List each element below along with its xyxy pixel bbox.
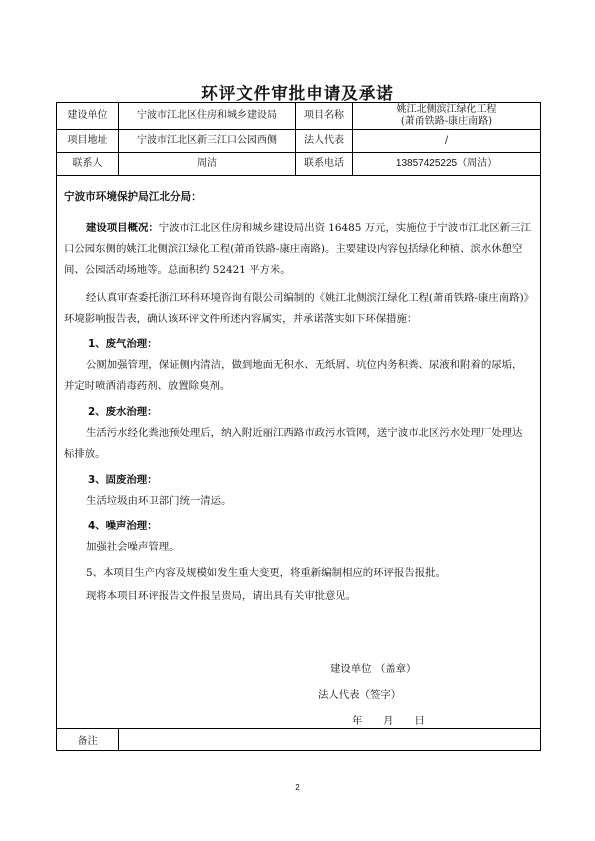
measure-2-text: 生活污水经化粪池预处理后，纳入附近丽江西路市政污水管网，送宁波市北区污水处理厂处理达标排放。 bbox=[64, 427, 523, 460]
label-project-address: 项目地址 bbox=[57, 130, 119, 153]
measure-2 bbox=[64, 402, 532, 465]
measure-3-text: 生活垃圾由环卫部门统一清运。 bbox=[86, 495, 232, 507]
label-legal-rep: 法人代表 bbox=[296, 130, 353, 153]
info-table bbox=[56, 102, 541, 176]
value-legal-rep: / bbox=[353, 130, 541, 153]
measure-1-text: 公厕加强管理，保证侧内清洁，做到地面无积水、无纸屑、坑位内务积粪、尿液和附着的尿垢，并定时喷洒消毒药剂、放置除臭剂。 bbox=[64, 359, 523, 392]
commitment-text: 经认真审查委托浙江环科环境咨询有限公司编制的《姚江北侧滨江绿化工程(萧甬铁路-康庄南路)》环境影响报告表，确认该环评文件所述内容属实，并承诺落实如下环保措施： bbox=[64, 292, 529, 325]
item-5-text: 5、本项目生产内容及规模如发生重大变更，将重新编制相应的环评报告报批。 bbox=[86, 567, 446, 579]
project-name-line1: 姚江北侧滨江绿化工程 bbox=[396, 104, 497, 115]
measure-1 bbox=[64, 334, 532, 397]
signature-rep: 法人代表（签字） bbox=[318, 689, 402, 701]
table-row bbox=[57, 130, 541, 153]
item-5 bbox=[64, 563, 532, 584]
note-value bbox=[119, 729, 541, 751]
note-label: 备注 bbox=[57, 729, 119, 751]
table-row bbox=[57, 729, 541, 751]
value-project-address: 宁波市江北区新三江口公园西侧 bbox=[119, 130, 296, 153]
measure-2-heading: 2、废水治理： bbox=[88, 406, 158, 418]
value-contact: 周洁 bbox=[119, 153, 296, 176]
label-project-name: 项目名称 bbox=[296, 103, 353, 130]
closing bbox=[64, 586, 532, 607]
overview-text: 宁波市江北区住房和城乡建设局出资 16485 万元，实施位于宁波市江北区新三江口公园东侧的姚江北侧滨江绿化工程(萧甬铁路-康庄南路)。主要建设内容包括绿化种植、滨水休憩空间、公园活动场地等。总面积约 52421 平方米。 bbox=[64, 222, 531, 276]
overview-paragraph bbox=[64, 218, 532, 281]
label-contact: 联系人 bbox=[57, 153, 119, 176]
addressee: 宁波市环境保护局江北分局： bbox=[64, 191, 202, 203]
measure-3-heading: 3、固废治理： bbox=[88, 474, 158, 486]
signature-date: 年 月 日 bbox=[352, 715, 425, 727]
overview-heading: 建设项目概况： bbox=[86, 222, 159, 234]
commitment-paragraph bbox=[64, 288, 532, 330]
value-construction-unit: 宁波市江北区住房和城乡建设局 bbox=[119, 103, 296, 130]
label-construction-unit: 建设单位 bbox=[57, 103, 119, 130]
document-title: 环评文件审批申请及承诺 bbox=[201, 84, 394, 103]
note-table bbox=[56, 728, 541, 751]
measure-1-heading: 1、废气治理： bbox=[88, 338, 158, 350]
measure-3 bbox=[64, 470, 532, 512]
value-phone: 13857425225（周洁） bbox=[353, 153, 541, 176]
value-project-name bbox=[353, 103, 541, 130]
label-phone: 联系电话 bbox=[296, 153, 353, 176]
measure-4-heading: 4、噪声治理： bbox=[88, 520, 158, 532]
project-name-line2: (萧甬铁路-康庄南路) bbox=[400, 116, 493, 127]
closing-text: 现将本项目环评报告文件报呈贵局，请出具有关审批意见。 bbox=[86, 590, 357, 602]
page-number: 2 bbox=[295, 783, 300, 792]
table-row bbox=[57, 103, 541, 130]
signature-unit: 建设单位 （盖章） bbox=[330, 663, 417, 675]
measure-4 bbox=[64, 516, 532, 558]
measure-4-text: 加强社会噪声管理。 bbox=[86, 541, 180, 553]
